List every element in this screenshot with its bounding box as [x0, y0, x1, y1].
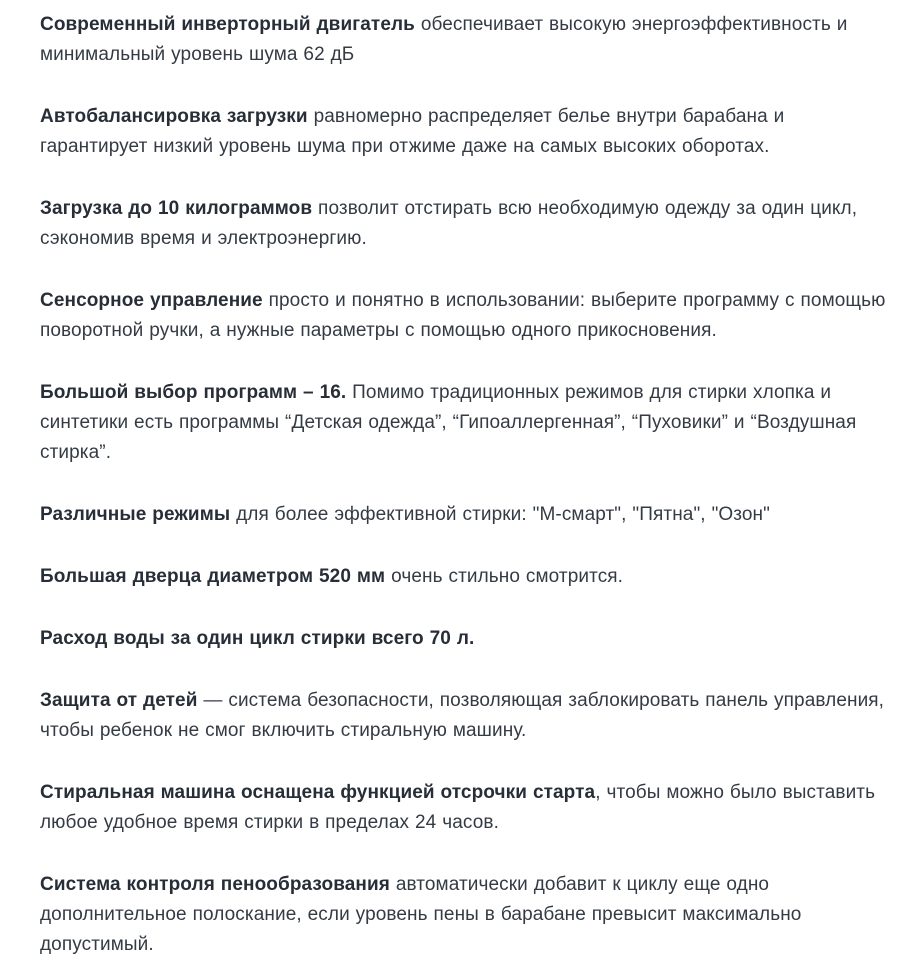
feature-highlight: Большая дверца диаметром 520 мм — [40, 566, 386, 587]
feature-paragraph — [40, 778, 890, 838]
feature-highlight: Автобалансировка загрузки — [40, 106, 308, 127]
feature-paragraph — [40, 102, 890, 162]
feature-description: позволит отстирать всю необходимую одежду за один цикл, сэкономив время и электроэнергию. — [40, 198, 858, 249]
feature-paragraph — [40, 870, 890, 960]
feature-highlight: Загрузка до 10 килограммов — [40, 198, 313, 219]
feature-paragraph — [40, 286, 890, 346]
feature-description: просто и понятно в использовании: выберите программу с помощью поворотной ручки, а нужные параметры с помощью одного прикосновения. — [40, 290, 886, 341]
feature-list — [40, 10, 890, 960]
feature-paragraph — [40, 500, 890, 530]
feature-description: равномерно распределяет белье внутри барабана и гарантирует низкий уровень шума при отжиме даже на самых высоких оборотах. — [40, 106, 785, 157]
feature-highlight: Различные режимы — [40, 504, 231, 525]
feature-paragraph — [40, 378, 890, 468]
feature-highlight: Стиральная машина оснащена функцией отсрочки старта — [40, 782, 596, 803]
feature-paragraph — [40, 10, 890, 70]
feature-highlight: Система контроля пенообразования — [40, 874, 390, 895]
feature-paragraph — [40, 194, 890, 254]
feature-highlight: Расход воды за один цикл стирки всего 70 л. — [40, 628, 475, 649]
feature-highlight: Большой выбор программ – 16. — [40, 382, 347, 403]
feature-description: для более эффективной стирки: "М-смарт", "Пятна", "Озон" — [230, 504, 770, 525]
feature-description: — система безопасности, позволяющая заблокировать панель управления, чтобы ребенок не смог включить стиральную машину. — [40, 690, 885, 741]
feature-description: обеспечивает высокую энергоэффективность и минимальный уровень шума 62 дБ — [40, 14, 848, 65]
feature-highlight: Защита от детей — [40, 690, 198, 711]
feature-description: , чтобы можно было выставить любое удобное время стирки в пределах 24 часов. — [40, 782, 876, 833]
feature-description: Помимо традиционных режимов для стирки хлопка и синтетики есть программы “Детская одежда”, “Гипоаллергенная”, “Пуховики” и “Воздушная стирка”. — [40, 382, 857, 463]
feature-highlight: Сенсорное управление — [40, 290, 263, 311]
feature-paragraph — [40, 562, 890, 592]
feature-highlight: Современный инверторный двигатель — [40, 14, 415, 35]
feature-paragraph — [40, 624, 890, 654]
feature-paragraph — [40, 686, 890, 746]
feature-description: автоматически добавит к циклу еще одно дополнительное полоскание, если уровень пены в барабане превысит максимально допустимый. — [40, 874, 802, 955]
feature-description: очень стильно смотрится. — [385, 566, 624, 587]
